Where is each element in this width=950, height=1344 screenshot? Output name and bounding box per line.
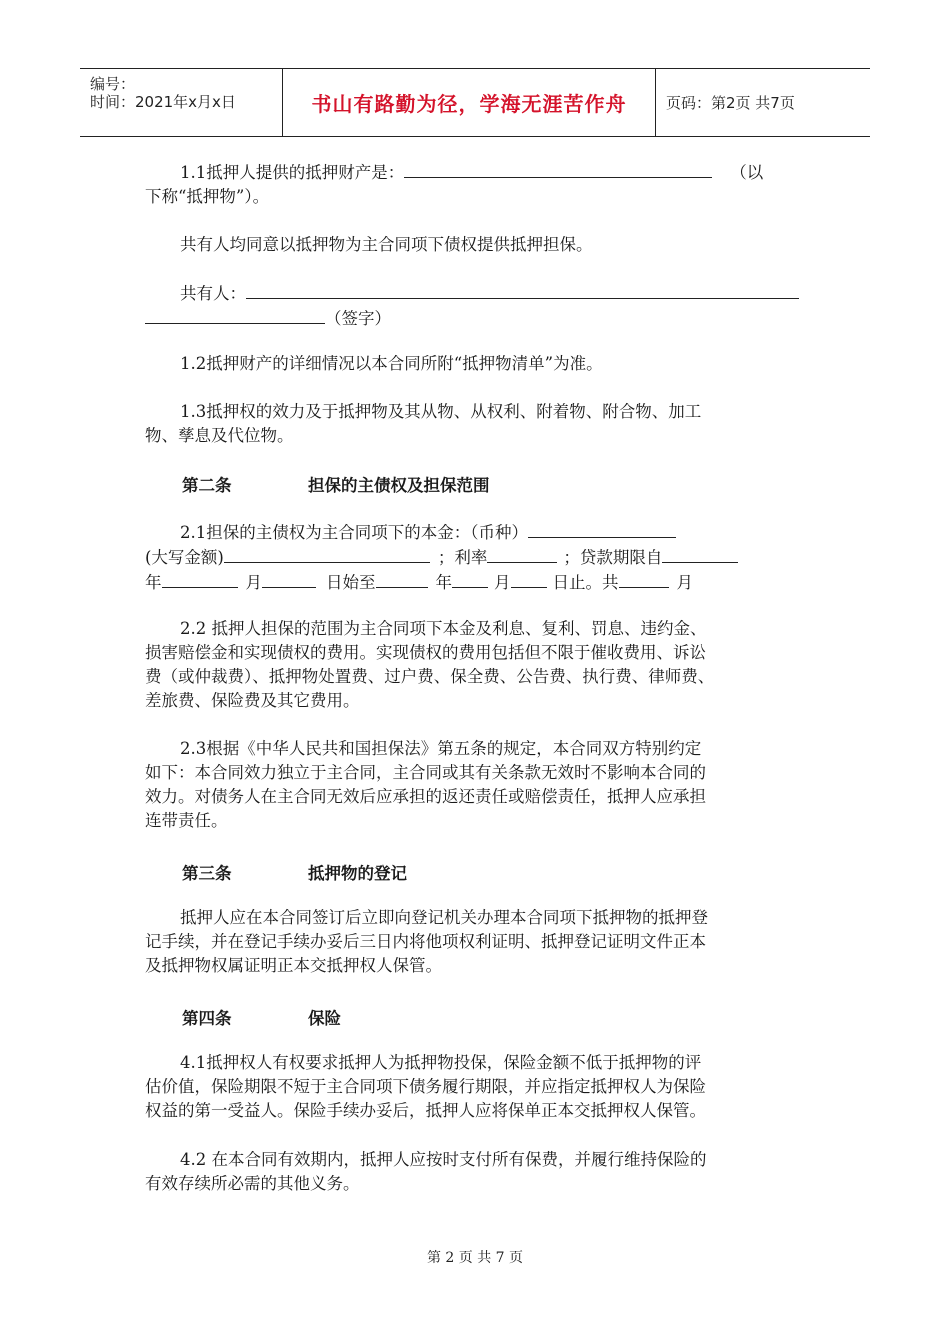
- paragraph-co-owner-consent: [145, 233, 805, 257]
- clause-2-2-line3: 费（或仲裁费）、抵押物处置费、过户费、保全费、公告费、执行费、律师费、: [145, 667, 715, 686]
- clause-4-1-line3: 权益的第一受益人。保险手续办妥后，抵押人应将保单正本交抵押权人保管。: [145, 1101, 706, 1120]
- co-owner-consent-text: 共有人均同意以抵押物为主合同项下债权提供抵押担保。: [180, 235, 593, 254]
- article-title: 保险: [308, 1009, 341, 1028]
- article-3-heading: [182, 860, 407, 884]
- page-footer: [0, 1247, 950, 1267]
- signature-label: （签字）: [325, 309, 391, 328]
- day-end-label: 日止。共: [552, 573, 619, 592]
- amount-label: (大写金额): [145, 548, 224, 567]
- clause-1-2-text: 1.2抵押财产的详细情况以本合同所附“抵押物清单”为准。: [180, 354, 603, 373]
- article-3-line3: 及抵押物权属证明正本交抵押权人保管。: [145, 956, 442, 975]
- signature-blank: [246, 281, 799, 299]
- article-2-heading: [182, 472, 490, 496]
- clause-2-3-line1: 2.3根据《中华人民共和国担保法》第五条的规定，本合同双方特别约定: [180, 739, 702, 758]
- blank-field: [262, 570, 316, 588]
- paragraph-2-1: [145, 520, 805, 595]
- header-page-label: 页码：第2页 共7页: [666, 94, 795, 112]
- clause-4-2-line2: 有效存续所必需的其他义务。: [145, 1174, 360, 1193]
- blank-field: [487, 545, 557, 563]
- clause-2-2-line2: 损害赔偿金和实现债权的费用。实现债权的费用包括但不限于催收费用、诉讼: [145, 643, 706, 662]
- co-owner-label: 共有人：: [180, 284, 246, 303]
- blank-field: [162, 570, 238, 588]
- header-meta: [80, 69, 282, 136]
- paragraph-2-3: [145, 737, 805, 833]
- blank-field: [376, 570, 428, 588]
- clause-2-2-line4: 差旅费、保险费及其它费用。: [145, 691, 360, 710]
- article-3-line2: 记手续，并在登记手续办妥后三日内将他项权利证明、抵押登记证明文件正本: [145, 932, 706, 951]
- blank-field: [619, 570, 669, 588]
- month-label: 月: [676, 573, 693, 592]
- clause-1-1-line2: 下称“抵押物”）。: [145, 187, 270, 206]
- term-label: ；贷款期限自: [563, 548, 663, 567]
- article-title: 担保的主债权及担保范围: [308, 476, 490, 495]
- clause-4-1-line1: 4.1抵押权人有权要求抵押人为抵押物投保，保险金额不低于抵押物的评: [180, 1053, 702, 1072]
- rate-label: ；利率: [437, 548, 488, 567]
- paragraph-4-1: [145, 1051, 805, 1123]
- signature-blank: [145, 306, 325, 324]
- clause-2-1-line1: 2.1担保的主债权为主合同项下的本金：（币种）: [180, 523, 528, 542]
- header-motto: 书山有路勤为径，学海无涯苦作舟: [282, 69, 656, 136]
- blank-field: [662, 545, 738, 563]
- clause-1-1-text: 1.1抵押人提供的抵押财产是：: [180, 163, 405, 182]
- blank-field: [528, 520, 676, 538]
- article-4-heading: [182, 1005, 341, 1029]
- paragraph-1-1: [145, 160, 805, 209]
- clause-4-2-line1: 4.2 在本合同有效期内，抵押人应按时支付所有保费，并履行维持保险的: [180, 1150, 707, 1169]
- time-label: 时间：2021年x月x日: [90, 93, 236, 111]
- blank-field: [224, 545, 430, 563]
- footer-page-number: 第 2 页 共 7 页: [426, 1250, 524, 1266]
- article-number: 第四条: [182, 1009, 232, 1028]
- paragraph-co-owner-sign: [145, 281, 805, 331]
- paragraph-1-2: [145, 352, 805, 376]
- clause-2-3-line2: 如下：本合同效力独立于主合同，主合同或其有关条款无效时不影响本合同的: [145, 763, 706, 782]
- blank-field: [511, 570, 547, 588]
- clause-2-2-line1: 2.2 抵押人担保的范围为主合同项下本金及利息、复利、罚息、违约金、: [180, 619, 707, 638]
- article-number: 第二条: [182, 476, 232, 495]
- article-title: 抵押物的登记: [308, 864, 407, 883]
- document-header: [80, 68, 870, 137]
- paragraph-4-2: [145, 1148, 805, 1196]
- clause-1-3-line2: 物、孳息及代位物。: [145, 426, 294, 445]
- blank-field: [404, 160, 712, 178]
- year-label: 年: [435, 573, 452, 592]
- paragraph-article-3: [145, 906, 805, 978]
- clause-1-3-line1: 1.3抵押权的效力及于抵押物及其从物、从权利、附着物、附合物、加工: [180, 402, 702, 421]
- blank-field: [452, 570, 488, 588]
- paragraph-1-3: [145, 400, 805, 448]
- day-start-label: 日始至: [326, 573, 376, 592]
- month-label: 月: [494, 573, 511, 592]
- clause-1-1-tail: （以: [730, 163, 764, 182]
- clause-2-3-line4: 连带责任。: [145, 811, 228, 830]
- paragraph-2-2: [145, 617, 805, 713]
- clause-4-1-line2: 估价值，保险期限不短于主合同项下债务履行期限，并应指定抵押权人为保险: [145, 1077, 706, 1096]
- month-label: 月: [245, 573, 262, 592]
- article-3-line1: 抵押人应在本合同签订后立即向登记机关办理本合同项下抵押物的抵押登: [180, 908, 708, 927]
- article-number: 第三条: [182, 864, 232, 883]
- year-label: 年: [145, 573, 162, 592]
- clause-2-3-line3: 效力。对债务人在主合同无效后应承担的返还责任或赔偿责任，抵押人应承担: [145, 787, 706, 806]
- number-label: 编号：: [90, 75, 136, 93]
